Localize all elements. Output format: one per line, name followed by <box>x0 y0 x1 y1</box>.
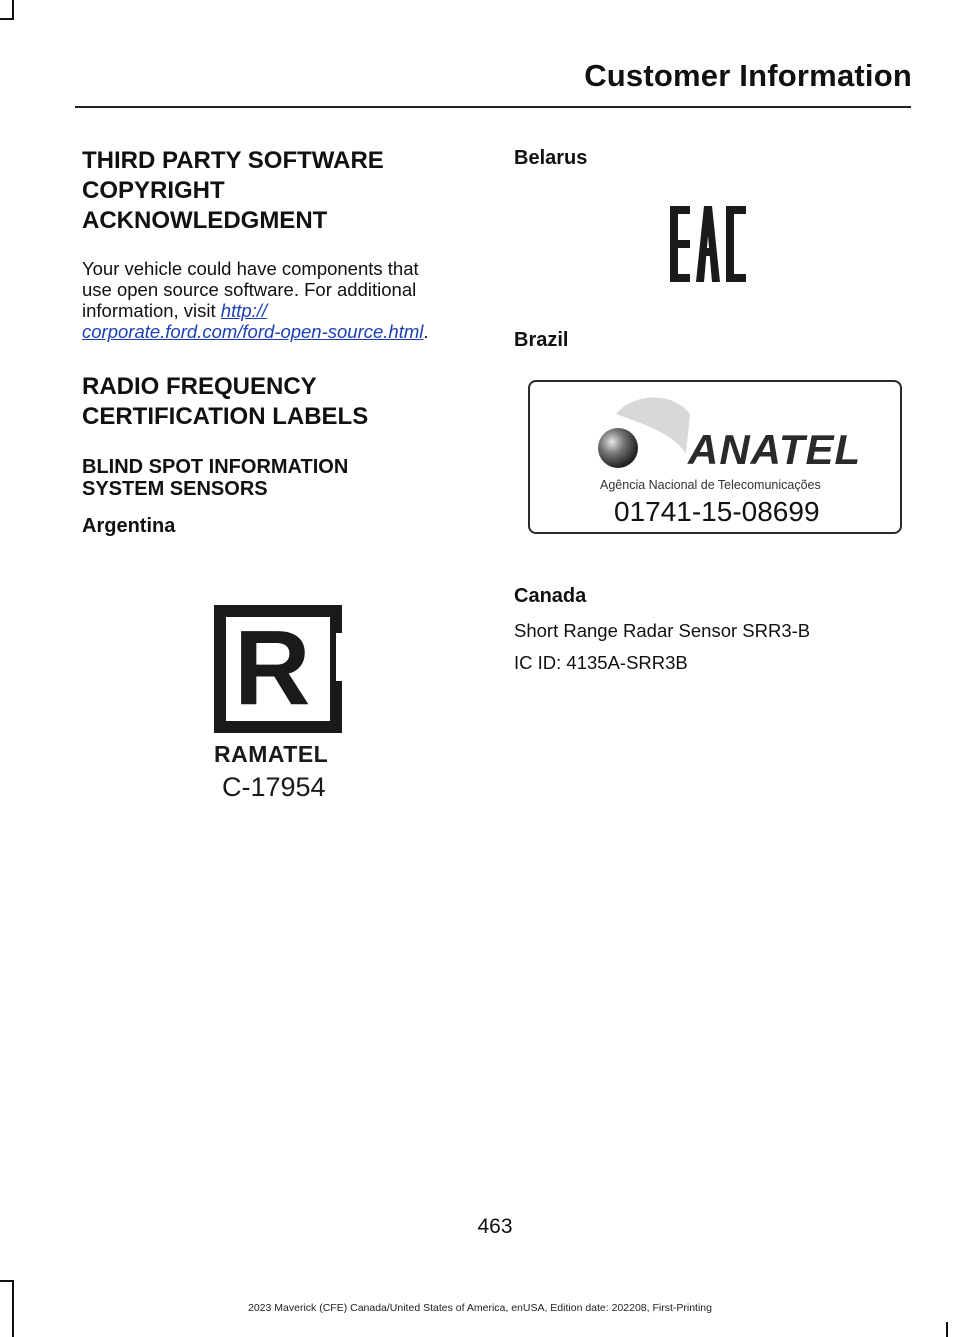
crop-mark <box>946 1322 948 1337</box>
country-heading-belarus: Belarus <box>514 147 588 169</box>
ramatel-r-mark: R <box>234 609 311 727</box>
left-column <box>82 146 477 538</box>
section-heading: RADIO FREQUENCY <box>82 373 317 400</box>
body-punctuation: . <box>423 321 429 342</box>
anatel-word: ANATEL <box>688 426 862 473</box>
ramatel-certification-label <box>214 605 340 803</box>
body-line: Your vehicle could have components that <box>82 258 419 279</box>
section-heading: ACKNOWLEDGMENT <box>82 207 328 234</box>
ramatel-logo-gap <box>336 633 348 681</box>
section-heading: COPYRIGHT <box>82 177 225 204</box>
canada-ic-id: IC ID: 4135A-SRR3B <box>514 652 688 673</box>
body-text <box>82 258 477 342</box>
crop-mark <box>0 18 14 20</box>
crop-mark <box>12 0 14 20</box>
page-number: 463 <box>477 1215 513 1238</box>
open-source-link[interactable]: corporate.ford.com/ford-open-source.html <box>82 321 424 342</box>
subsection-heading: SYSTEM SENSORS <box>82 478 268 500</box>
ramatel-logo <box>214 605 342 733</box>
footer-text: 2023 Maverick (CFE) Canada/United States of America, enUSA, Edition date: 202208, First-Printing <box>248 1302 712 1314</box>
country-heading-canada: Canada <box>514 585 587 607</box>
anatel-number: 01741-15-08699 <box>614 496 820 527</box>
body-line: information, visit <box>82 300 221 321</box>
canada-sensor-name: Short Range Radar Sensor SRR3-B <box>514 620 811 641</box>
header-divider <box>75 106 911 108</box>
open-source-link[interactable]: http:// <box>220 300 268 321</box>
page-title: Customer Information <box>584 58 912 93</box>
body-line: use open source software. For additional <box>82 279 417 300</box>
crop-mark <box>0 1280 14 1282</box>
anatel-agency-name: Agência Nacional de Telecomunicações <box>600 478 821 492</box>
country-heading-brazil: Brazil <box>514 329 569 351</box>
section-heading: THIRD PARTY SOFTWARE <box>82 147 384 174</box>
anatel-certification-label <box>528 380 902 534</box>
eac-certification-mark <box>670 206 748 282</box>
subsection-heading: BLIND SPOT INFORMATION <box>82 456 349 478</box>
anatel-globe-icon <box>594 394 690 478</box>
ramatel-word: RAMATEL <box>214 741 329 767</box>
section-heading: CERTIFICATION LABELS <box>82 403 369 430</box>
country-heading-argentina: Argentina <box>82 515 176 537</box>
ramatel-code: C-17954 <box>222 772 326 802</box>
